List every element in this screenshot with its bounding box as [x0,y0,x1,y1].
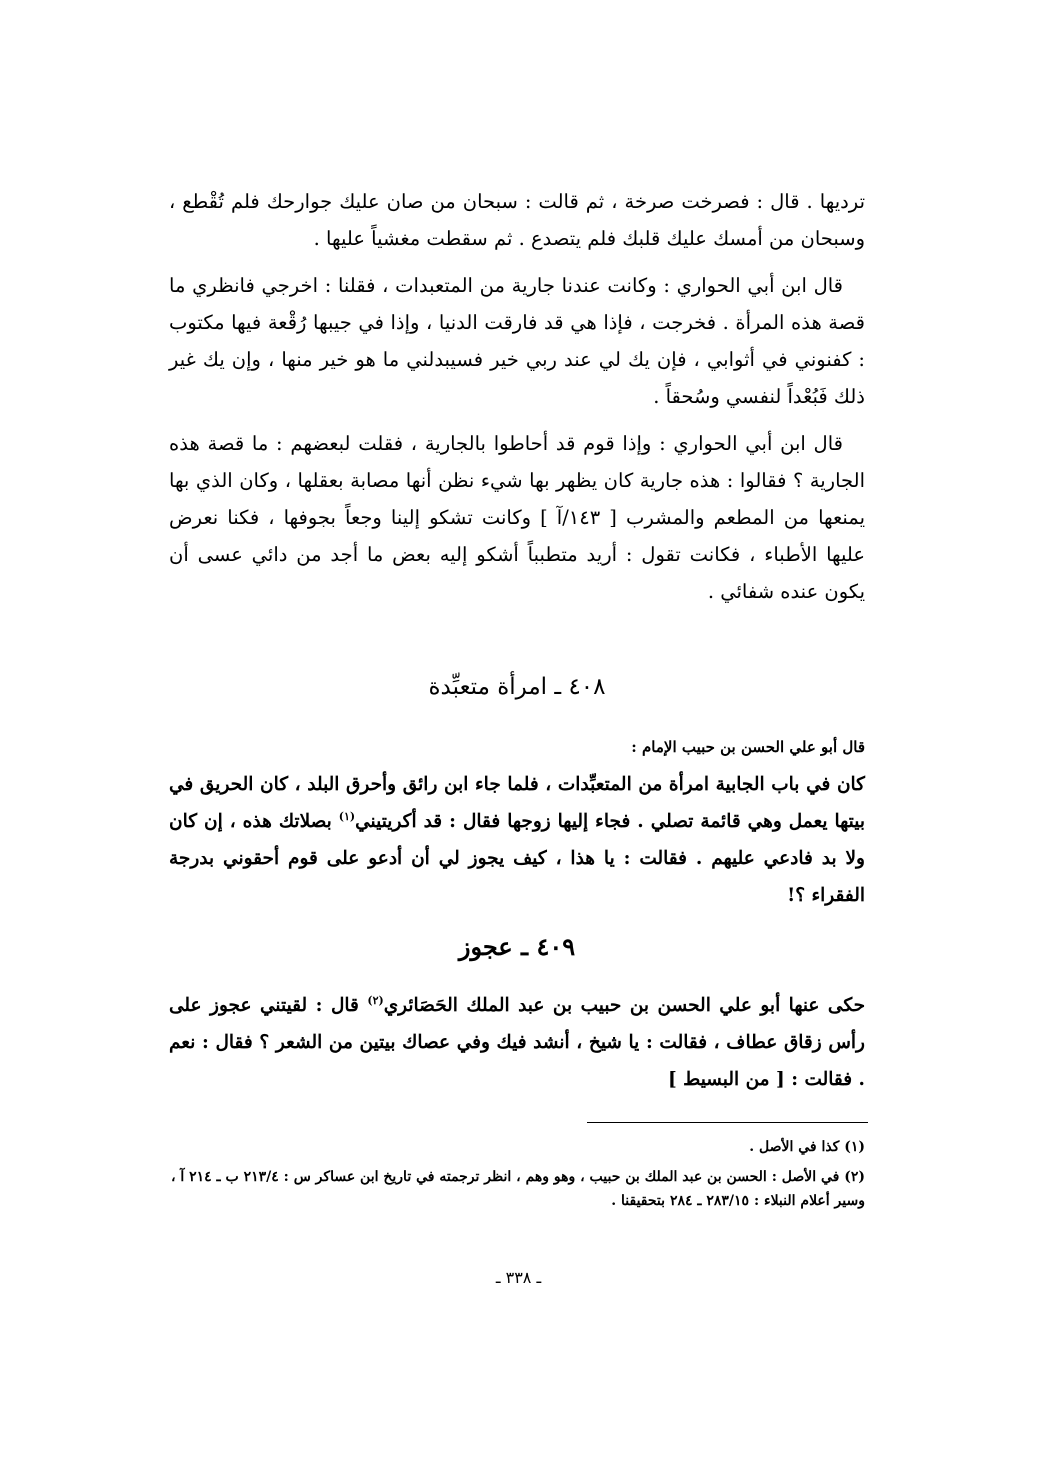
section-title-408: ٤٠٨ ـ امرأة متعبِّدة [428,674,606,700]
continuation-text [169,183,865,620]
body-text: بصلاتك هذه ، إن كان ولا بد فادعي عليهم . فقالت : يا هذا ، كيف يجوز لي أن أدعو على قوم أحقوني بدرجة الفقراء ؟! [169,811,865,906]
body-text: حكى عنها أبو علي الحسن بن حبيب بن عبد الملك الحَصَائري [383,995,866,1016]
paragraph: ترديها . قال : فصرخت صرخة ، ثم قالت : سبحان من صان عليك جوارحك فلم تُقْطع ، وسبحان من أمسك عليك قلبك فلم يتصدع . ثم سقطت مغشياً عليها . [169,190,865,250]
narrator-line: قال أبو علي الحسن بن حبيب الإمام : [631,738,865,756]
body-text: كان في باب الجابية امرأة من المتعبِّدات ، فلما جاء ابن رائق وأحرق البلد ، كان الحريق في بيتها يعمل وهي قائمة تصلي . فجاء إليها زوجها فقال : قد أكريتيني [169,774,865,832]
footnotes [169,1135,865,1219]
footnote-1: (١) كذا في الأصل . [749,1139,865,1155]
section-title-409: ٤٠٩ ـ عجوز [458,932,576,961]
footnote-ref-1[interactable]: (١) [338,809,356,823]
paragraph: قال ابن أبي الحواري : وإذا قوم قد أحاطوا بالجارية ، فقلت لبعضهم : ما قصة هذه الجارية ؟ فقالوا : هذه جارية كان يظهر بها شيء نظن أنها مصابة بعقلها ، وكان الذي بها يمنعها من المطعم والمشرب [ ١٤٣/آ ] وكانت تشكو إلينا وجعاً بجوفها ، فكنا نعرض عليها الأطباء ، فكانت تقول : أريد متطبباً أشكو إليه بعض ما أجد من دائي عسى أن يكون عنده شفائي . [169,432,866,603]
footnote-ref-2[interactable]: (٢) [367,993,384,1007]
body-text: قال : لقيتني عجوز على رأس زقاق عطاف ، فقالت : يا شيخ ، أنشد فيك وفي عصاك بيتين من الشعر ؟ فقال : نعم . فقالت : [ من البسيط ] [169,995,865,1090]
footnote-2: (٢) في الأصل : الحسن بن عبد الملك بن حبيب ، وهو وهم ، انظر ترجمته في تاريخ ابن عساكر س : ٢١٣/٤ ب ـ ٢١٤ آ ، وسير أعلام النبلاء : ٢٨٣/١٥ ـ ٢٨٤ بتحقيقنا . [170,1169,865,1209]
section-409-body [169,987,865,1098]
footnote-divider [587,1122,868,1123]
paragraph: قال ابن أبي الحواري : وكانت عندنا جارية من المتعبدات ، فقلنا : اخرجي فانظري ما قصة هذه المرأة . فخرجت ، فإذا هي قد فارقت الدنيا ، وإذا في جيبها رُقْعة فيها مكتوب : كفنوني في أثوابي ، فإن يك لي عند ربي خير فسيبدلني ما هو خير منها ، وإن يك غير ذلك فَبُعْداً لنفسي وسُحقاً . [169,274,865,408]
page-number: ـ ٣٣٨ ـ [495,1268,542,1287]
section-408-body [169,766,865,914]
